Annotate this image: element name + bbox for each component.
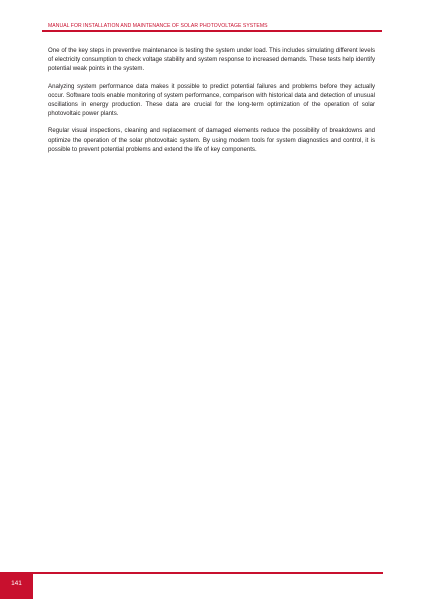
footer-divider — [0, 572, 383, 574]
running-header: MANUAL FOR INSTALLATION AND MAINTENANCE OF SOLAR PHOTOVOLTAGE SYSTEMS — [48, 23, 268, 29]
paragraph-visual-inspections: Regular visual inspections, cleaning and replacement of damaged elements reduce the possibility of breakdowns and optimize the operation of the solar photovoltaic system. By using modern tools for system diagnostics and control, it is possible to prevent potential problems and extend the life of key components. — [48, 127, 375, 153]
body-content — [48, 46, 375, 162]
paragraph-performance-analysis: Analyzing system performance data makes it possible to predict potential failures and problems before they actually occur. Software tools enable monitoring of system performance, comparison with historical data and detection of unusual oscillations in energy production. These data are crucial for the long-term optimization of the operation of solar photovoltaic power plants. — [48, 82, 375, 118]
paragraph-load-testing: One of the key steps in preventive maintenance is testing the system under load. This includes simulating different levels of electricity consumption to check voltage stability and system response to increased demands. These tests help identify potential weak points in the system. — [48, 47, 375, 73]
header-divider — [42, 30, 382, 32]
page-number: 141 — [11, 580, 22, 587]
